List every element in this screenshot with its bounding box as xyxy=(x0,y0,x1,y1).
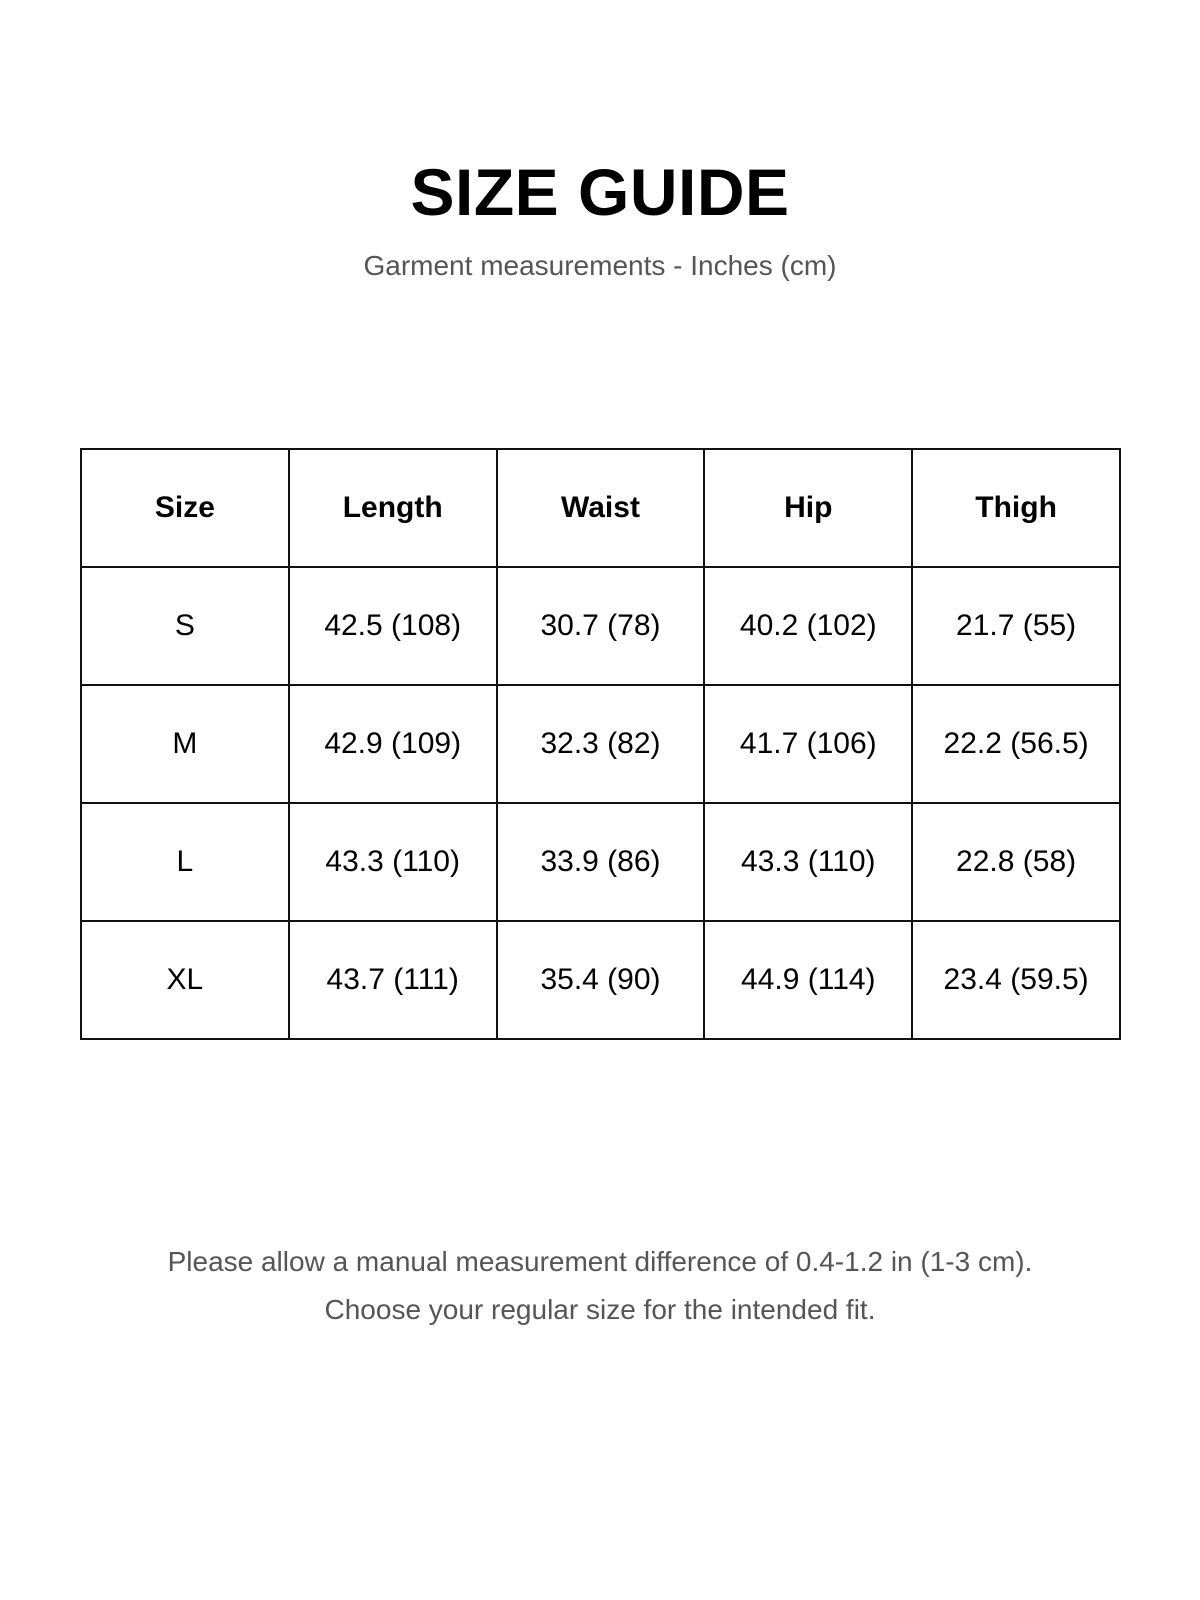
column-header-size: Size xyxy=(81,449,289,567)
cell-waist: 32.3 (82) xyxy=(497,685,705,803)
cell-size: M xyxy=(81,685,289,803)
cell-size: L xyxy=(81,803,289,921)
table-row xyxy=(81,921,1120,1039)
cell-length: 43.3 (110) xyxy=(289,803,497,921)
cell-size: XL xyxy=(81,921,289,1039)
measurement-tolerance-note: Please allow a manual measurement difference of 0.4-1.2 in (1-3 cm). xyxy=(167,1246,1033,1277)
column-header-length: Length xyxy=(289,449,497,567)
cell-hip: 40.2 (102) xyxy=(704,567,912,685)
cell-length: 42.9 (109) xyxy=(289,685,497,803)
table-row xyxy=(81,567,1120,685)
cell-hip: 44.9 (114) xyxy=(704,921,912,1039)
cell-thigh: 22.8 (58) xyxy=(912,803,1120,921)
table-row xyxy=(81,685,1120,803)
cell-length: 42.5 (108) xyxy=(289,567,497,685)
cell-thigh: 23.4 (59.5) xyxy=(912,921,1120,1039)
cell-size: S xyxy=(81,567,289,685)
cell-hip: 43.3 (110) xyxy=(704,803,912,921)
column-header-waist: Waist xyxy=(497,449,705,567)
cell-thigh: 22.2 (56.5) xyxy=(912,685,1120,803)
cell-waist: 30.7 (78) xyxy=(497,567,705,685)
fit-advice-note: Choose your regular size for the intended fit. xyxy=(324,1294,876,1325)
table-header-row xyxy=(81,449,1120,567)
cell-waist: 35.4 (90) xyxy=(497,921,705,1039)
table-row xyxy=(81,803,1120,921)
column-header-hip: Hip xyxy=(704,449,912,567)
cell-waist: 33.9 (86) xyxy=(497,803,705,921)
column-header-thigh: Thigh xyxy=(912,449,1120,567)
page-subtitle: Garment measurements - Inches (cm) xyxy=(363,250,837,281)
page-title: SIZE GUIDE xyxy=(410,155,790,229)
cell-thigh: 21.7 (55) xyxy=(912,567,1120,685)
cell-length: 43.7 (111) xyxy=(289,921,497,1039)
cell-hip: 41.7 (106) xyxy=(704,685,912,803)
size-chart-table xyxy=(80,448,1121,1040)
